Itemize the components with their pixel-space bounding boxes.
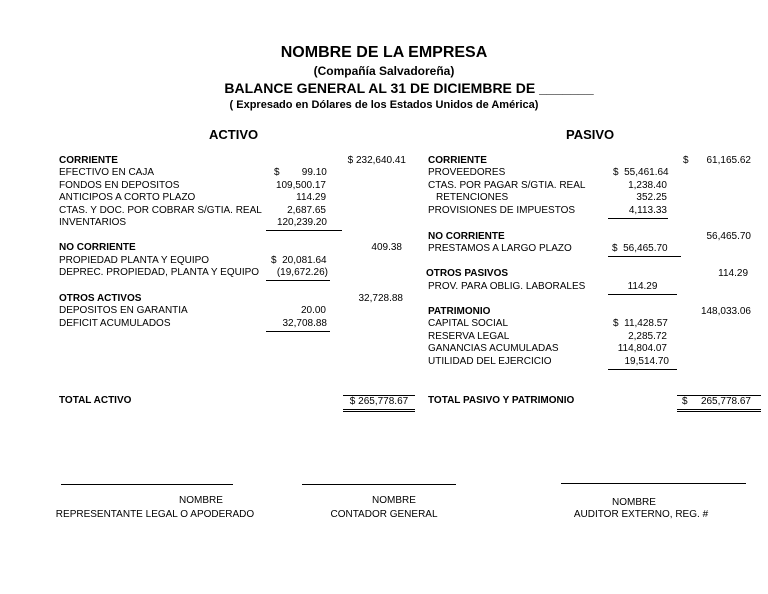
pasivo-item-value: $ 55,461.64 (613, 167, 669, 178)
pasivo-item-value: 352.25 (636, 192, 667, 203)
pasivo-corriente-label: CORRIENTE (428, 155, 487, 166)
pasivo-item-label: PROVEEDORES (428, 167, 506, 178)
pasivo-corriente-symbol: $ (683, 155, 689, 166)
activo-item-value: $ 99.10 (274, 167, 327, 178)
total-pasivo-label: TOTAL PASIVO Y PATRIMONIO (428, 395, 575, 406)
activo-item-value: 120,239.20 (266, 217, 342, 231)
activo-item-value: 32,708.88 (266, 318, 330, 332)
activo-item-label: DEFICIT ACUMULADOS (59, 318, 171, 329)
patrimonio-item-value: $ 11,428.57 (613, 318, 668, 329)
activo-item-value: 2,687.65 (287, 205, 326, 216)
patrimonio-item-label: GANANCIAS ACUMULADAS (428, 343, 559, 354)
activo-item-value: $ 20,081.64 (271, 255, 327, 266)
activo-title: ACTIVO (209, 127, 259, 142)
total-pasivo-value: 265,778.67 (700, 396, 751, 407)
activo-item-label: EFECTIVO EN CAJA (59, 167, 155, 178)
pasivo-item-value: 114.29 (608, 281, 677, 295)
pasivo-item-label: CTAS. POR PAGAR S/GTIA. REAL (428, 180, 586, 191)
patrimonio-total: 148,033.06 (700, 306, 751, 317)
pasivo-corriente-total: 61,165.62 (706, 155, 751, 166)
total-pasivo-box (677, 395, 761, 412)
pasivo-no-corriente-label: NO CORRIENTE (428, 231, 505, 242)
activo-otros-total: 32,728.88 (358, 293, 403, 304)
activo-item-value: 109,500.17 (275, 180, 326, 191)
company-name: NOMBRE DE LA EMPRESA (280, 44, 488, 61)
activo-no-corriente-total: 409.38 (371, 242, 402, 253)
activo-otros-label: OTROS ACTIVOS (59, 293, 142, 304)
pasivo-item-label: PROVISIONES DE IMPUESTOS (428, 205, 576, 216)
activo-item-label: CTAS. Y DOC. POR COBRAR S/GTIA. REAL (59, 205, 262, 216)
total-pasivo-symbol: $ (682, 396, 688, 407)
activo-item-value: 20.00 (300, 305, 326, 316)
signature-name: NOMBRE (372, 495, 416, 506)
activo-item-label: DEPOSITOS EN GARANTIA (59, 305, 188, 316)
signature-role: AUDITOR EXTERNO, REG. # (573, 509, 709, 520)
signature-line (302, 484, 456, 485)
pasivo-otros-label: OTROS PASIVOS (426, 268, 509, 279)
pasivo-no-corriente-total: 56,465.70 (706, 231, 751, 242)
activo-corriente-label: CORRIENTE (59, 155, 118, 166)
pasivo-item-value: $ 56,465.70 (608, 243, 681, 257)
pasivo-otros-total: 114.29 (718, 268, 748, 279)
patrimonio-label: PATRIMONIO (428, 306, 491, 317)
total-activo-value: $ 265,778.67 (343, 395, 415, 412)
total-activo-label: TOTAL ACTIVO (59, 395, 132, 406)
signature-name: NOMBRE (612, 497, 656, 508)
signature-role: REPRESENTANTE LEGAL O APODERADO (55, 509, 255, 520)
pasivo-title: PASIVO (566, 127, 615, 142)
patrimonio-item-value: 2,285.72 (628, 331, 667, 342)
activo-item-label: ANTICIPOS A CORTO PLAZO (59, 192, 196, 203)
activo-no-corriente-label: NO CORRIENTE (59, 242, 136, 253)
pasivo-item-label: PROV. PARA OBLIG. LABORALES (428, 281, 586, 292)
patrimonio-item-label: RESERVA LEGAL (428, 331, 510, 342)
activo-item-label: DEPREC. PROPIEDAD, PLANTA Y EQUIPO (59, 267, 260, 278)
activo-item-label: FONDOS EN DEPOSITOS (59, 180, 180, 191)
signature-role: CONTADOR GENERAL (330, 509, 438, 520)
activo-item-label: PROPIEDAD PLANTA Y EQUIPO (59, 255, 210, 266)
activo-corriente-total: $ 232,640.41 (347, 155, 406, 166)
pasivo-item-label: PRESTAMOS A LARGO PLAZO (428, 243, 572, 254)
signature-name: NOMBRE (179, 495, 223, 506)
pasivo-item-value: 1,238.40 (628, 180, 667, 191)
activo-item-label: INVENTARIOS (59, 217, 127, 228)
signature-line (61, 484, 233, 485)
patrimonio-item-label: UTILIDAD DEL EJERCICIO (428, 356, 552, 367)
pasivo-item-value: 4,113.33 (608, 205, 668, 219)
signature-line (561, 483, 746, 484)
report-title: BALANCE GENERAL AL 31 DE DICIEMBRE DE _______ (224, 80, 594, 96)
patrimonio-item-value: 19,514.70 (608, 356, 677, 370)
activo-item-value: (19,672.26) (266, 267, 330, 281)
company-subtitle: (Compañía Salvadoreña) (313, 64, 455, 78)
pasivo-item-label: RETENCIONES (436, 192, 509, 203)
patrimonio-item-label: CAPITAL SOCIAL (428, 318, 509, 329)
currency-note: ( Expresado en Dólares de los Estados Unidos de América) (229, 99, 539, 111)
activo-item-value: 114.29 (296, 192, 326, 203)
patrimonio-item-value: 114,804.07 (617, 343, 667, 354)
